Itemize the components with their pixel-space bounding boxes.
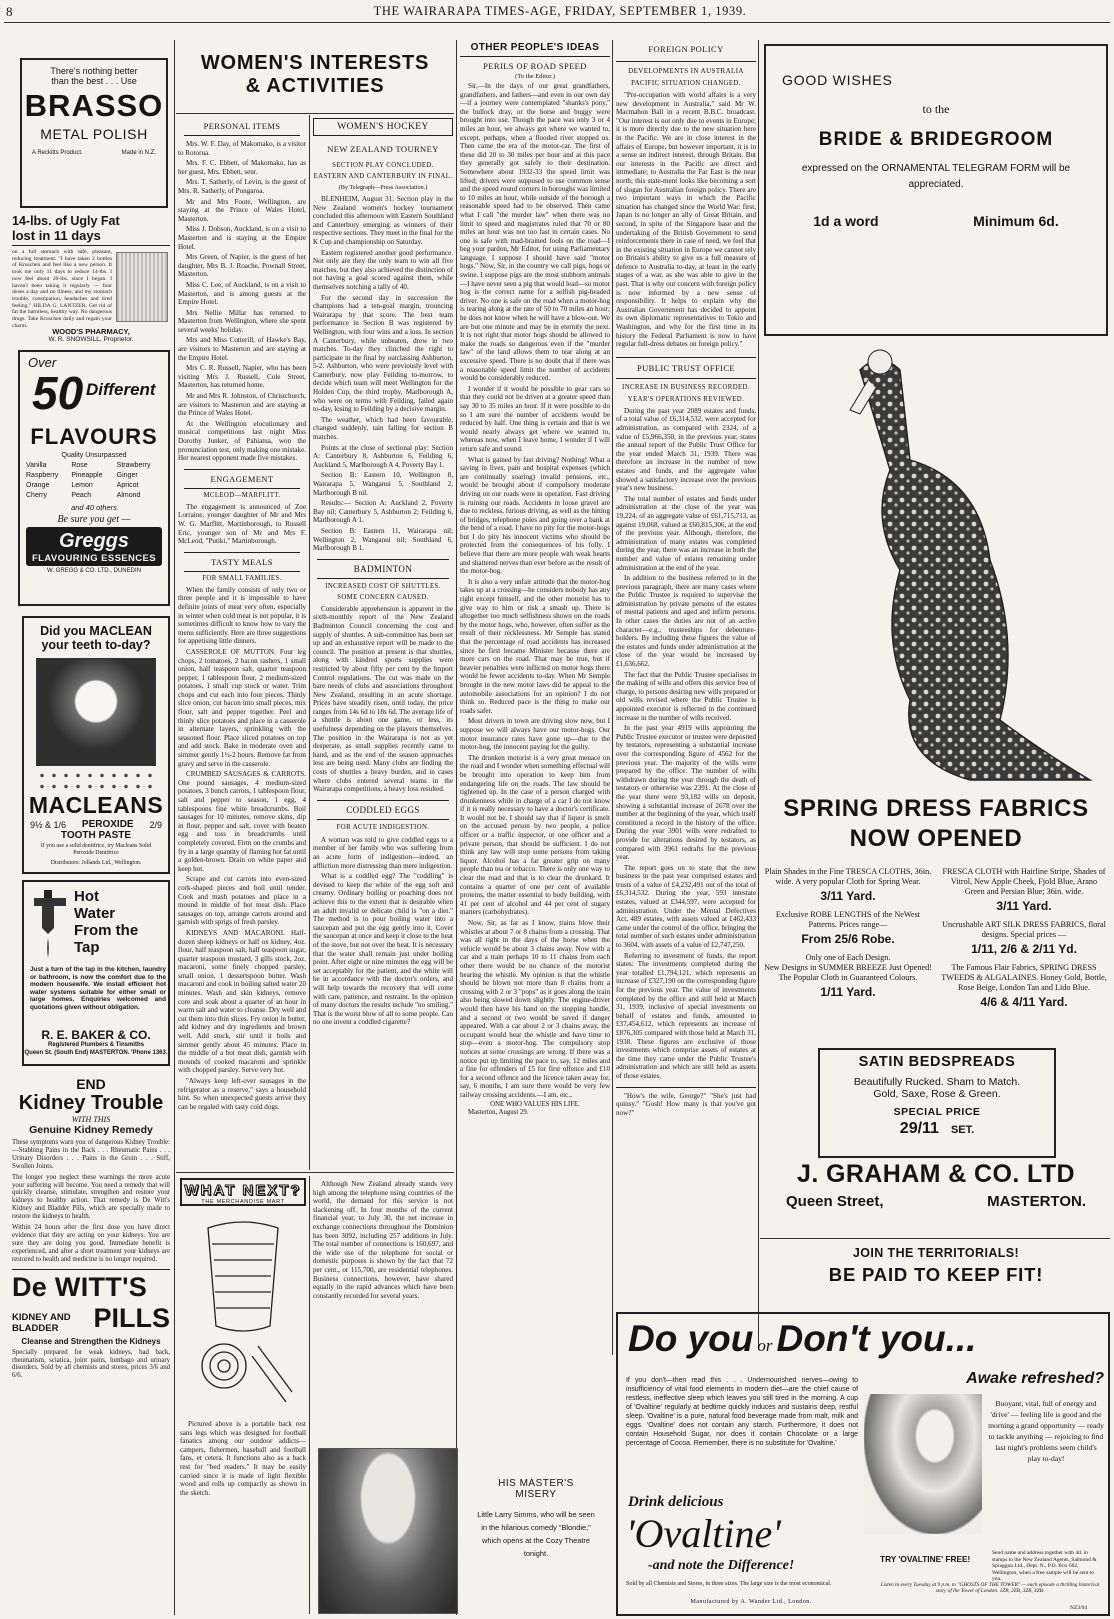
ovaltine-headline2: Don't you... <box>776 1318 977 1359</box>
macleans-price-row <box>24 819 168 830</box>
satin-line2: Gold, Saxe, Rose & Green. <box>873 1088 1001 1100</box>
ovaltine-try: TRY 'OVALTINE' FREE! <box>880 1554 971 1564</box>
wishes-ad <box>764 44 1108 336</box>
trustee-paragraph: In addition to the business referred to in the previous paragraph, there are many cases where the Public Trustee is required to supervise the administration by private persons of the estates of mental patients and aged and infirm persons. In other cases the duties are not of an active character—e.g., trusteeships for debenture-holders. By including these figures the value of the estates and funds under administration at the close of the year would be increased by £1,636,662. <box>616 574 756 669</box>
meals-text <box>178 586 306 1112</box>
dewitts-footer: Specially prepared for weak kidneys, bad back, rheumatism, sciatica, joint pains, lumbago and urinary disorders. Sold by all chemists and stores, prices 3/6 and 6/6. <box>12 1348 170 1380</box>
eggs-text <box>313 836 453 1027</box>
ovaltine-drink: Drink delicious <box>628 1494 724 1510</box>
personal-item: Miss J. Dobson, Auckland, is on a visit to Masterton and is staying at the Empire Hotel. <box>178 225 306 251</box>
ovaltine-side: Buoyant, vital, full of energy and 'drive' — feeling life is good and the morning a grand opportunity — ready to tackle anything — rejoicing to find last night's problems seem child's play to-day! <box>988 1399 1104 1463</box>
flavour-item: Cherry <box>26 492 48 499</box>
trustee-paragraph: The report goes on to state that the new business in the past year comprised estates and trusts of a value of £4,232,491 out of the total of £6,314,532. During the year, 593 intestate estates, valued at £344,597, were accepted for administration. Under the Mental Defectives Act, 489 estates, with assets valued at £462,433 came under the control of the office, bringing the total number of such estates under administration to 3604, with assets of a value of £2,747,250. <box>616 863 756 950</box>
personal-item: Mrs C. R. Russell, Napier, who has been visiting Mrs J. Russell, Cole Street, Masterton, has returned home. <box>178 364 306 390</box>
kruschen-headline1: 14-lbs. of Ugly Fat <box>12 214 120 228</box>
ovaltine-body: If you don't—then read this . . . Undernourished nerves—owing to insufficiency of vital food elements in modern diet—are the chief cause of restless, ineffective sleep which leaves you still tired in the morning. A cup of 'Ovaltine' regularly at bedtime quickly induces and sustains deep, restful sleep. 'Ovaltine' is a pure, natural food beverage made from malt, milk and eggs. 'Ovaltine' does not contain any starch. Furthermore, it does not contain Household Sugar, nor does it contain Chocolate or a large percentage of Cocoa. Remember, there is no substitute for 'Ovaltine.' <box>626 1377 858 1447</box>
personal-column <box>178 118 306 1170</box>
heading-rule <box>176 113 454 114</box>
ovaltine-ad <box>616 1312 1110 1616</box>
dewitts-genuine: Genuine Kidney Remedy <box>29 1124 153 1136</box>
hockey-paragraph: BLENHEIM, August 31. Section play in the New Zealand women's hockey tournament concluded this afternoon with Eastern Southland and Canterbury emerging as winners of their respective sections. They meet in the final for the K Cup and championship on Saturday. <box>313 195 453 246</box>
hockey-paragraph: Points at the close of sectional play: Section A: Canterbury 8, Ashburton 6, Feilding 6, Auckland 5, Marlborough A 4, Poverty Bay 1. <box>313 443 453 469</box>
dewitts-ad <box>12 1076 170 1616</box>
gown-icon <box>790 340 1100 790</box>
gregg-maker: W. GREGG & CO. LTD., DUNEDIN <box>47 568 141 574</box>
dewitts-cleanse: Cleanse and Strengthen the Kidneys <box>21 1336 161 1346</box>
trustee-paragraph: The fact that the Public Trustee specialises in the making of wills and offers this service free of charge, to persons desiring new wills prepared or old wills revised where the Public Trustee is appointed executor is reflected in the continued increase in the number of wills received. <box>616 670 756 722</box>
graham-headline1: SPRING DRESS FABRICS <box>783 795 1089 822</box>
foreign-text <box>616 91 756 349</box>
whatnext-sub: THE MERCHANDISE MART <box>201 1199 285 1205</box>
macleans-price-right: 2/9 <box>149 819 162 830</box>
trustee-sub: INCREASE IN BUSINESS RECORDED. <box>622 383 750 391</box>
letter-paragraph: I wonder if it would be possible to gear cars so that they could not be driven at a greater speed than say 30 to 35 miles an hour. If it were possible to do so I am sure the number of accidents would be reduced by half. One thing is certain and that is we would nearly always get where we wanted to, whereas now, when I leave home, I wonder if I will return safe and sound. <box>460 384 610 453</box>
trustee-sub2: YEAR'S OPERATIONS REVIEWED. <box>627 395 745 403</box>
personal-item: Miss C. Lee, of Auckland, is on a visit to Masterton, and is among guests at the Empire Hotel. <box>178 280 306 307</box>
hockey-paragraph: Section B: Eastern 10, Wellington 8, Wairarapa 5, Wanganui 5, Southland 2, Marlborough B nil. <box>313 471 453 497</box>
personal-item: Mrs Green, of Napier, is the guest of her daughter, Mrs B. J. Roache, Pownall Street, Masterton. <box>178 253 306 279</box>
letter-paragraph: What is gained by fast driving? Nothing! What a saving in lives, pain and hospital expenses (which are continually soaring) invalid pensions, etc., would be brought about if compulsory moderate driving on our roads were in operation. Fast driving is ruining our roads. Accidents in loose gravel are due to reckless, furious driving, as well as the hitting of bridges, telephone poles and going over a bank at the bend of a road. I have no pity for the motor-hogs but I do pity his innocent victims who should be protected from the consequences of his folly. I believe that there are more people with weak hearts and shattered nerves than ever before as the result of the motor-hog. <box>460 455 610 576</box>
brasso-footer <box>22 142 166 156</box>
meals-paragraph: CRUMBED SAUSAGES & CARROTS. One pound sausages, 4 medium-sized potatoes, 3 bunch carrots, 1 tablespoon flour, salt and pepper to season, 1 egg, 4 tablespoons fine white breadcrumbs. Boil sausages for 10 minutes, remove skins, dip in flour, pepper and salt, cover with beaten egg and toss in breadcrumbs until completely covered. Firm on the crumbs and fry in a large quantity of flaming hot fat until a golden-brown. Drain on white paper and keep hot. <box>178 770 306 873</box>
satin-box <box>818 1048 1056 1158</box>
ovaltine-maker: Manufactured by A. Wander Ltd., London. <box>690 1598 812 1605</box>
meals-paragraph: CASSEROLE OF MUTTON. Four leg chops, 2 tomatoes, 2 bacon rashers, 1 small onion, half teaspoon salt, quarter teaspoon pepper, 1 tablespoon flour, 2 medium-sized potatoes, 1 small cup stock or water. Trim chops and cut each into four pieces. Thinly slice onion, cut bacon into small pieces, mix flour, salt and pepper together. Peel and thinly slice potatoes and place in a casserole in alternate layers, sprinkling with the seasoned flour. Place sliced potatoes on top and add stock. Bake in moderate oven and simmer gently 1½-2 hours. Remove fat from gravy and serve in the casserole. <box>178 647 306 768</box>
gregg-over: Over <box>28 355 57 370</box>
flavour-item: Rose <box>71 462 88 469</box>
eggs-paragraph: What is a coddled egg? The "coddling" is devised to keep the white of the egg soft and creamy. Ordinary boiling or poaching does not achieve this to the extent that is desirable when an adult invalid or delicate child is "on a diet." The method is to pour boiling water into a saucepan and put the egg gently into it. Cover the saucepan at once and keep it close to the heat of the stove, but not over the heat. It is necessary that the water shall remain just under boiling point. After eight or nine minutes the egg will be set acceptably for the patient, and the white will be in accordance with the doctor's orders, and will help towards the recovery that will come with care, patience, and restraint. In the opinion of many doctors the results include "no smiling." That is the worst blow of all to some people. Can no one invent a coddled cigarette? <box>313 872 453 1027</box>
graham-col1 <box>764 867 932 1016</box>
dewitts-brand: De WITT'S <box>12 1271 148 1302</box>
personal-item: Mr and Mrs Foote, Wellington, are staying at the Prince of Wales Hotel, Masterton. <box>178 197 306 223</box>
column-rule <box>456 40 457 1615</box>
section-rule <box>176 1172 454 1173</box>
trustee-paragraph: Referring to investment of funds, the report states: The investments completed during the year totalled £1,794,121, which represents an increase of £327,190 on the corresponding figure for the previous year. The value of investments completed by the office and still held at March 31, 1939, inclusive of special investments on behalf of estates and funds, amounted to £37,454,612, which represents an increase of £876,305 compared with those held at March 31, 1938. These figures are exclusive of those investments which comprise assets of estates at the time they came under the Public Trustee's administration and which are still held as assets of those estates. <box>616 951 756 1080</box>
baker-address: Queen St. (South End) MASTERTON. 'Phone 1363. <box>24 1050 168 1056</box>
badminton-text <box>313 605 453 794</box>
kruschen-headline2: lost in 11 days <box>12 228 170 246</box>
dewitts-pills: PILLS <box>93 1302 170 1333</box>
foreign-sub2: PACIFIC SITUATION CHANGED. <box>631 80 741 87</box>
personal-heading: PERSONAL ITEMS <box>184 118 300 136</box>
territorials-ad <box>764 1246 1108 1306</box>
dewitts-bladder: BLADDER <box>12 1322 59 1334</box>
hockey-paragraph: The weather, which had been favourable, changed suddenly, rain falling for section B matches. <box>313 415 453 442</box>
trustee-heading: PUBLIC TRUST OFFICE <box>616 357 756 379</box>
graham-fabric-line: New Designs in SUMMER BREEZE Just Opened! The Popular Cloth in Guaranteed Colours. <box>764 963 932 982</box>
sleeping-woman <box>864 1394 982 1534</box>
womens-heading2: & ACTIVITIES <box>245 75 385 97</box>
ovaltine-code: NZ3/94 <box>1070 1605 1088 1611</box>
trustee-paragraph: In the past year 4919 wills appointing the Public Trustee executor or trustee were deposited by testators, representing a substantial increase over the corresponding figure of 4562 for the previous year. The majority of the wills were prepared by the office. The number of wills withdrawn during the year through the death of testators or otherwise was 2391. At the close of the year there were 93,182 wills on deposit, showing a substantial increase of 2678 over the number at the beginning of the year, which itself constituted a record in the history of the office. During the year 3901 wills were redrafted to provide for alterations desired by testators, as compared with 3961 redrafts for the previous year. <box>616 724 756 862</box>
personal-item: Mrs. F. C. Ebbett, of Makomako, has as her guest, Mrs. Ebbett, senr. <box>178 159 306 176</box>
flavour-item: Orange <box>26 482 50 489</box>
foreign-sub: DEVELOPMENTS IN AUSTRALIA <box>616 61 756 75</box>
personal-items <box>178 140 306 463</box>
meals-paragraph: "Always keep left-over sausages in the refrigerator as a reserve," says a household hint. So when unexpected guests arrive they can be regaled with tasty cold dogs. <box>178 1077 306 1111</box>
brasso-line1: There's nothing better <box>50 66 138 76</box>
foreign-heading: FOREIGN POLICY <box>648 44 724 54</box>
meals-heading: TASTY MEALS <box>184 552 300 572</box>
special-set: SET. <box>950 1124 975 1136</box>
whatnext-title: WHAT NEXT? <box>184 1182 302 1199</box>
baker-title3: From the <box>74 922 139 939</box>
trustee-paragraph: The total number of estates and funds under administration at the close of the year was 19,224, of an aggregate value of £61,715,713, as against 19,068, valued at £60,815,306, at the end of the previous year. Although, therefore, the administration of many estates was completed during the year, there was an increase in both the number and value of estates remaining under administration at the end of the year. <box>616 494 756 572</box>
flavour-item: Ginger <box>116 472 138 479</box>
gregg-banner <box>26 527 162 566</box>
letter-paragraph: Now, Sir, as far as I know, trains blow their whistles at about 7 or 8 chains from a crossing. That was all right in the days of the horse when the vehicle would be about 3 chains away. Now with a car and a train perhaps 10 to 11 chains from each other there would be no chance of the motorist hearing the whistle. My opinion is that the whistle should be blown not more than 8 chains from a crossing with 2 or 3 "pops" as it goes along the train also being slowed down slightly. The engine-driver would then have his hand on the stopping handle, and a second or two would be saved if danger appeared. With a car about 2 or 3 chains away, the occupant would hear the whistle and have time to stop—even a motor-hog. The compulsory stop notices at some crossings are wrong. If there was a notice put up limiting the pace to, say, 12 miles and a fine for offenders of £5 for first offence and £10 for a second offence and the licence taken away for, say, 6 months, I am sure there would be very few railway crossing accidents.—I am, etc., <box>460 919 610 1099</box>
backrest-icon <box>188 1216 298 1416</box>
brasso-ad <box>20 58 168 208</box>
dog-title2: MISERY <box>515 1489 557 1500</box>
ovaltine-headline1: Do you <box>628 1318 754 1359</box>
ovaltine-note: -and note the Difference! <box>648 1558 795 1573</box>
gregg-number: 50 <box>32 367 84 419</box>
meals-paragraph: Scrape and cut carrots into even-sized cork-shaped pieces and boil until tender. Cook and mash potatoes and place in a mound in middle of hot meat dish. Place sausages on top, arrange carrots around and garnish with sprigs of fresh parsley. <box>178 875 306 927</box>
meals-paragraph: When the family consists of only two or three people and it is impossible to have definite joints of meat very often, especially in winter when cold meat is not popular, it is sometimes difficult to know how to vary the menu sufficiently. Here are three suggestions for appetising little dinners. <box>178 585 306 646</box>
graham-town: MASTERTON. <box>987 1193 1086 1210</box>
engagement-sub: MCLEOD—MARFLITT. <box>203 491 281 499</box>
baker-desc: Registered Plumbers & Tinsmiths <box>48 1042 144 1048</box>
territorials-line2: BE PAID TO KEEP FIT! <box>828 1264 1044 1285</box>
macleans-q1: Did you MACLEAN <box>40 624 152 638</box>
satin-line1: Beautifully Rucked. Sham to Match. <box>853 1076 1021 1088</box>
ovaltine-radio: Listen in every Tuesday at 9 p.m. to "GHOSTS OF THE TOWER" — each episode a thrilling historical story of the Tower of London. 1ZB, 2ZB, 3ZB, 4ZB. <box>880 1582 1100 1595</box>
letter-to-editor: (To the Editor.) <box>515 73 555 80</box>
macleans-price-left: 9½ & 1/6 <box>30 819 67 830</box>
pharmacy-proprietor: W. R. SNOWSILL, Proprietor. <box>48 336 134 343</box>
masthead-rule <box>4 22 1110 23</box>
brasso-line2: than the best . . . Use <box>51 76 137 86</box>
flavour-item: Vanilla <box>26 462 47 469</box>
graham-fabric-line: FRESCA CLOTH with Hairline Stripe, Shades of Vitrol, New Apple Cheek, Fjold Blue, Arano Green and Persian Blue; 36in. wide. <box>942 867 1106 896</box>
tap-drawing <box>28 888 72 968</box>
gregg-essences: FLAVOURING ESSENCES <box>31 553 157 564</box>
graham-fabric-line: 4/6 & 4/11 Yard. <box>980 995 1068 1009</box>
tap-icon <box>28 888 72 968</box>
hockey-paragraph: For the second day in succession the champions had a ten-goal margin, trouncing Wairarapa by that score. The best team performance in Section B was registered by Wellington, with four wins and a loss. In section A Canterbury, while unbeaten, drew in two matches. To-day they clinched the right to participate in the final by outclassing Ashburton, 5-2. Ashburton, who were previously level with Canterbury, now play Feilding to-morrow, to decide which team will meet Wellington for the Holden Cup, the third trophy. Marlborough A, who were on terms with Feilding, failed again to-day, losing to Feilding by a decisive margin. <box>313 293 453 414</box>
ovaltine-headline <box>628 1318 1098 1366</box>
hockey-sub3: EASTERN AND CANTERBURY IN FINAL. <box>313 173 453 180</box>
dewitts-body3: Within 24 hours after the first dose you have direct evidence that they are acting on your kidneys. You are sure they are doing you good. Immediate benefit is experienced, and after a short treatment your kidneys are restored to health and medicine is no longer required. <box>12 1224 170 1263</box>
dewitts-body1: These symptoms warn you of dangerous Kidney Trouble:—Stabbing Pains in the Back . . . Rheumatic Pains . . . Urinary Disorders . . . Pains in the Groin . . . Stiff, Swollen Joints. <box>12 1139 170 1170</box>
ovaltine-try-body: Send name and address together with 4d. in stamps to the New Zealand Agents, Salmond & Spraggon Ltd., Dept. N., P.O. Box 662, Wellington, when a free sample will be sent to you. <box>992 1550 1097 1583</box>
dewitts-logo <box>12 1269 170 1334</box>
baker-firm: R. E. BAKER & CO. <box>41 1028 151 1042</box>
wishes-line2: to the <box>922 102 950 116</box>
hockey-paragraph: Section B: Eastern 11, Wairarapa nil; Wellington 2, Wanganui nil; Southland 6, Marlborough B 1. <box>313 526 453 553</box>
graham-fabric-line: Plain Shades in the Fine TRESCA CLOTHS, 36in. wide. A very popular Cloth for Spring Wear. <box>764 867 932 886</box>
graham-firm: J. GRAHAM & CO. LTD <box>797 1160 1075 1188</box>
dewitts-kb <box>12 1312 71 1334</box>
dog-photo <box>318 1448 458 1614</box>
letter-column <box>460 42 610 1474</box>
backrest-illustration <box>188 1216 298 1416</box>
kruschen-figure <box>116 252 168 322</box>
joke-text: "How's the wife, George?" "She's just had quinsy." "Gosh! How many is that you've got now?" <box>616 1087 756 1118</box>
dewitts-kidney-and: KIDNEY AND <box>12 1311 71 1323</box>
wishes-price-right: Minimum 6d. <box>973 213 1059 229</box>
satin-heading: SATIN BEDSPREADS <box>858 1054 1016 1070</box>
badminton-sub: INCREASED COST OF SHUTTLES. <box>325 582 441 590</box>
personal-item: Mrs. W. F. Day, of Makomako, is a visitor to Rotorua. <box>178 140 306 157</box>
dog-caption-box <box>462 1478 610 1614</box>
baker-title <box>74 888 168 956</box>
badminton-sub2: SOME CONCERN CAUSED. <box>337 593 429 601</box>
macleans-note: If you use a solid dentifrice, try Macleans Solid Peroxide Dentifrice <box>40 843 152 856</box>
baker-title4: Tap <box>74 939 100 956</box>
fashion-illustration <box>790 340 1100 790</box>
letter-text <box>460 82 610 1099</box>
engagement-text: The engagement is announced of Zoe Lorraine, younger daughter of Mr and Mrs W. G. Marflitt, Martinborough, to Russell Eric, younger son of Mr and Mrs F. McLeod, "Putiki," Martinborough. <box>178 502 306 546</box>
personal-item: Mrs and Miss Cotterill, of Hawke's Bay, are visitors to Masterton and are staying at the Empire Hotel. <box>178 336 306 362</box>
macleans-q2: your teeth to-day? <box>41 638 151 652</box>
hockey-byline: (By Telegraph—Press Association.) <box>338 184 428 191</box>
engagement-heading: ENGAGEMENT <box>184 469 300 489</box>
baker-body: Just a turn of the tap in the kitchen, laundry or bathroom, is now the comfort due to the modern housewife. We install efficient hot water systems suitable for either small or large homes. Enquiries welcomed and quotations given without obligation. <box>30 966 166 1011</box>
letter-signoff: ONE WHO VALUES HIS LIFE. <box>490 1101 580 1109</box>
gregg-top <box>20 352 168 424</box>
flavour-item: Almond <box>116 492 141 499</box>
ovaltine-brand: 'Ovaltine' <box>626 1511 781 1556</box>
graham-fabric-line: 1/11, 2/6 & 2/11 Yd. <box>971 942 1077 956</box>
eggs-paragraph: A woman was told to give coddled eggs to a member of her family who was suffering from an acute form of indigestion—indeed, an affliction more distressing than mere indigestion. <box>313 835 453 870</box>
macleans-dots <box>36 770 156 792</box>
wishes-price-left: 1d a word <box>813 213 879 229</box>
kruschen-body: on a full stomach with safe, pleasant, reducing treatment. "I have taken 2 bottles of Kruschen and feel like a new person. It took me only 11 days to reduce 14-lbs. I now feel about 20-lbs. since I began. I haven't been taking it regularly — four doses a day and no illness, and my stomach trouble, constipation, headaches and tired feeling." HILDA G. LANTZER. Get rid of fat the harmless, healthy way. No dangerous drugs. Take Kruschen daily and regain your charm. <box>12 249 112 329</box>
flavour-item: Strawberry <box>116 462 151 469</box>
graham-fabric-line: Uncrushable ART SILK DRESS FABRICS, floral designs. Special prices — <box>942 920 1106 939</box>
hockey-column <box>313 118 453 1170</box>
letter-paragraph: Most drivers in town are driving slow now, but I suppose we will always have our motor-hogs. Our motor insurance rates have gone up—due to the motor-hog, the innocent paying for the guilty. <box>460 717 610 752</box>
dewitts-kidney: Kidney Trouble <box>18 1092 164 1114</box>
special-label: SPECIAL PRICE <box>893 1106 981 1118</box>
whatnext-caption: Pictured above is a portable back rest sans legs which was designed for football fanatics among our outdoor addicts—campers, fishermen, baseball and football fans, et cetera. It functions also as a back rest for "bed readers." It may be easily carried since it is made of light flexible wood and rolls up compactly as shown in the sketch. <box>180 1420 306 1497</box>
brasso-maker: A Reckitts Product. <box>32 150 83 156</box>
wishes-line1: GOOD WISHES <box>782 72 893 88</box>
dewitts-with: WITH THIS <box>71 1115 111 1124</box>
page-number: 8 <box>6 4 13 19</box>
macleans-brand: MACLEANS <box>28 792 164 818</box>
graham-columns <box>764 867 1108 1016</box>
dewitts-end: END <box>76 1076 106 1092</box>
badminton-paragraph: Considerable apprehension is apparent in the sixth-monthly report of the New Zealand Badminton Council concerning the cost and supply of shuttles. A sub-committee has been set up and an exhaustive report will be made to the council. The position at present is that shuttles, along with kindred sports supplies were restricted by about fifty per cent by the Import Control regulations. The cut was made on the bare needs of clubs and associations throughout New Zealand, resulting in an acute shortage. Prices have steadily risen, until today, the price ranges from 14s 6d to 18s 6d. The average life of a shuttle is about one game, or less, its usefulness depending on the players themselves. The position in the Wairarapa is not as yet desperate, as small supplies recently came to hand, and as the end of the season approaches less are being used. Many clubs are finding the costs of shuttles a heavy burden, and in cases where clubs entered several teams in the Wairarapa competitions, a heavy loss resulted. <box>313 604 453 794</box>
meals-sub: FOR SMALL FAMILIES. <box>202 574 282 582</box>
whatnext-banner <box>180 1178 306 1206</box>
letter-paragraph: Sir,—In the days of our great grandfathers, grandfathers, and fathers—and even in our own day—if a journey were contemplated "shanks's pony," the bullock dray, or the horse and buggy were brought into use. Though the pace was only 3 or 4 miles an hour, we always got where we wanted to, except, perhaps, when a flooded river stopped us. Then came the era of the motor-car. The first of these did 20 to 30 miles per hour and at this pace they generally got safely to their destination. Somewhere about 1932-33 the speed limit was lifted; drivers were supposed to use common sense and the speed round corners in boroughs was limited to 10 miles an hour, while outside of the borough a reasonable speed had to be observed. Then came what I call "the murder law" when there was no limit to speed and magistrates ruled that 70 or 80 miles an hour was not too fast in certain cases. No one is safe with mad-brained fools on the road—I beg your pardon, Mr Editor, for using Parliamentary language. I suppose I should have said "motor hogs." Now, Sir, in the country we call pigs, hogs or swine. I suppose pigs are the most stubborn animals—I have never seen a pig that would lead—so motor hog is the correct name for a selfish pig-headed driver. No one is safe on the road when a motor-hog is tearing along at the rate of 50 to 70 miles an hour; he does not know when he will have a blow-out. We are but one minute and may be in eternity the next. It is not right that motor hogs should be allowed to make the roads so dangerous even if the "murder law" of the land allows them to tear along at an excessive speed. There is no doubt that if there was a reasonable speed limit the number of accidents would be considerably reduced. <box>460 82 610 383</box>
hockey-text <box>313 195 453 553</box>
womens-heading1: WOMEN'S INTERESTS <box>200 52 430 74</box>
brasso-made: Made in N.Z. <box>121 150 156 156</box>
gregg-quality: Quality Unsurpassed <box>61 452 127 459</box>
column-rule <box>174 40 175 1615</box>
graham-fabric-line: 3/11 Yard. <box>996 899 1052 913</box>
letter-heading: OTHER PEOPLE'S IDEAS <box>460 42 610 57</box>
gregg-and-more: and 40 others <box>71 503 117 512</box>
graham-fabric-line: 1/11 Yard. <box>820 985 876 999</box>
kruschen-ad <box>12 210 170 343</box>
personal-item: Mrs Nellie Millar has returned to Masterton from Wellington, where she spent several weeks' holiday. <box>178 308 306 334</box>
telephone-text: Although New Zealand already stands very high among the telephone using countries of the world, the demand for this service is not slackening off. In four months of the current financial year, to July 30, the net increase in exchange connections throughout the Dominion has been 3092, including 257 additions in July. The total number of connections is 160,697, and the wide use of the telephone for social or domestic purposes is shown by the fact that 72 per cent., or 115,700, are residential telephones. Business connections, however, have shared equally in the rapid advances which have been constantly recorded for several years. <box>313 1180 453 1300</box>
graham-headline2: NOW OPENED <box>849 825 1023 852</box>
brasso-brand: BRASSO <box>24 88 164 123</box>
flavour-item: Peach <box>71 492 92 499</box>
baker-title2: Water <box>74 905 116 922</box>
ovaltine-sold: Sold by all Chemists and Stores, in three sizes. The large size is the most economical. <box>626 1581 832 1587</box>
letter-paragraph: It is also a very unfair attitude that the motor-hog takes up at a crossing—he considers nobody has any right except himself, and the other motorist has to give way to him or risk a smash up. There is altogether too much selfishness shown on the roads by the motor hogs, who, however, often suffer as the result of their recklessness. Mr Semple has stated that the percentage of road accidents has increased since he first became Minister because there are more cars on the road. That may be true, but if heavier penalties were inflicted on motor hogs there would be fewer accidents to-day. When Mr Semple brought in the new motor laws did he appeal to the automobile associations for an opinion? I do not think so. Reduced pace is the thing to make our roads safer. <box>460 577 610 715</box>
section-rule <box>760 1238 1110 1239</box>
letter-sub: PERILS OF ROAD SPEED <box>483 61 587 71</box>
personal-item: Mrs. T. Satherly, of Levin, is the guest of Mrs. R. Satherly, of Pongaroa. <box>178 178 306 195</box>
macleans-ad <box>22 616 170 874</box>
dog-title1: HIS MASTER'S <box>498 1478 574 1489</box>
gregg-ad <box>18 350 170 606</box>
telephone-article <box>313 1180 453 1430</box>
trustee-text <box>616 407 756 1081</box>
brasso-product: METAL POLISH <box>40 126 148 142</box>
graham-address <box>766 1189 1106 1210</box>
pharmacy-name: WOOD'S PHARMACY, <box>52 327 130 336</box>
column-rule <box>612 40 613 1355</box>
special-row <box>820 1120 1054 1138</box>
womens-heading <box>176 52 454 112</box>
ovaltine-or: or <box>757 1336 773 1355</box>
column-rule <box>309 1176 310 1614</box>
gregg-different: Different <box>86 380 156 399</box>
flavour-item: Apricot <box>116 482 139 489</box>
flavour-item: Raspberry <box>26 472 59 479</box>
baker-title1: Hot <box>74 888 99 905</box>
hockey-sub: NEW ZEALAND TOURNEY <box>327 144 439 154</box>
graham-col2 <box>940 867 1108 1016</box>
eggs-sub: FOR ACUTE INDIGESTION. <box>336 823 430 831</box>
gregg-be-sure: Be sure you get — <box>57 514 131 525</box>
graham-fabric-line: Exclusive ROBE LENGTHS of the NeWest Patterns. Prices range— <box>775 910 921 929</box>
flavour-item: Lemon <box>71 482 93 489</box>
dewitts-body2: The longer you neglect these warnings the more acute your suffering will become. You need a remedy that will quickly cleanse, stimulate, strengthen and restore your kidneys to healthy action. That remedy is De Witt's Kidney and Bladder Pills, which are specially made to restore the kidneys to health. <box>12 1173 170 1221</box>
masthead-title: THE WAIRARAPA TIMES-AGE, FRIDAY, SEPTEMBER 1, 1939. <box>373 4 747 18</box>
wishes-line4: expressed on the ORNAMENTAL TELEGRAM FORM will be appreciated. <box>801 163 1071 190</box>
whatnext-box <box>180 1178 306 1614</box>
column-rule <box>758 40 759 1350</box>
eggs-heading: CODDLED EGGS <box>317 800 449 820</box>
graham-footer <box>766 1160 1106 1240</box>
wishes-price-row <box>766 213 1106 229</box>
macleans-portrait <box>36 658 156 766</box>
graham-fabric-line: 3/11 Yard. <box>820 889 876 903</box>
hockey-heading: WOMEN'S HOCKEY <box>313 118 453 136</box>
graham-fabric-line: The Famous Flair Fabrics, SPRING DRESS TWEEDS & ALGALAINES. Honey Gold, Bottle, Rose Beige, London Tan and Lido Blue. <box>941 963 1107 992</box>
macleans-distributor: Distributors: Jollands Ltd., Wellington. <box>50 860 142 866</box>
hockey-paragraph: Results:— Section A: Auckland 2, Poverty Bay nil; Canterbury 5, Ashburton 2; Feilding 6, Marlborough A 1. <box>313 499 453 525</box>
hockey-sub2: SECTION PLAY CONCLUDED. <box>332 162 434 169</box>
flavour-item: Pineapple <box>71 472 103 479</box>
ovaltine-awake: Awake refreshed? <box>966 1370 1104 1387</box>
letter-place: Masterton, August 29. <box>468 1109 529 1117</box>
trustee-paragraph: During the past year 2089 estates and funds, of a total value of £6,314,532, were accepted for administration, as compared with 2324, of a value of £5,966,350, in the previous year, states the annual report of the Public Trust Office for the year ended March 31, 1939. There was therefore an increase in the number of new estates and funds, and the aggregate value showed a satisfactory increase over the previous year's new business. <box>616 406 756 493</box>
foreign-column <box>616 42 756 1354</box>
graham-street: Queen Street, <box>786 1193 884 1210</box>
baker-ad <box>22 880 170 1066</box>
meals-paragraph: KIDNEYS AND MACARONI. Half-dozen sheep kidneys or half ox kidney, 4oz. flour, half teaspoon salt, half teaspoon sugar, quarter teaspoon mustard, 3 gills stock, 2oz. macaroni, some finely chopped parsley, small onion, 1 dessertspoon butter. Wash macaroni and cook in boiling salted water 20 minutes. Wash and skin kidneys, remove core and soak about a quarter of an hour in warm salt and water to cleanse. Dry well and cut them into thin slices. Fry onion in butter, add kidney and dry ingredients and brown well. Add stock, stir until it boils and simmer gently about 45 minutes. Place in the middle of a hot meat dish, garnish with mounds of cooked macaroni and sprinkle with chopped parsley. Serve very hot. <box>178 928 306 1075</box>
hockey-paragraph: Eastern registered another good performance. Not only are they the only team to win all five matches, but they also achieved the distinction of not having a goal scored against them, while themselves notching a tally of 40. <box>313 248 453 291</box>
gregg-brand: Greggs <box>58 530 130 552</box>
personal-item: At the Wellington elocutionary and musical competitions last night Miss Dorothy Junker, of Pahiatua, won the pronunciation test, only making one mistake. Her nearest opponent made five mistakes. <box>178 419 306 463</box>
foreign-paragraph: "Pre-occupation with world affairs is a very new development in Australia," said Mr W. Macmahon Ball in a recent B.B.C. broadcast. "Our interest is not only due to events in Europe; it is more directly due to the new situation here in the Pacific. We are in close interest in the affairs of Europe, but however important, it is in a sense an indirect interest, through Britain. But our interests in the Pacific are direct and immediate; to Australia the Far East is the near north; this state-ment looks like becoming a sort of slogan for Australian foreign policy. There are two important ways in which the Pacific situation has changed since the World War: first, Japan is no longer an ally of Great Britain, and second, in spite of the Singapore base and the undertaking of the British Government to send reinforcements there in case of need, we feel that in the existing situation in Europe we cannot rely on Britain's ability to give us a full measure of defence to Australia to-day, at least in the early stages of a war, as she was able to give in the past. That is why our concern with foreign policy is now informed by a new sense of responsibility. It helps to explain why the Australian Government has decided to appoint its own diplomatic representatives to Tokio and Washington, and why for the first time in its history the Federal Parliament is now to have regular full-dress debates on foreign policy." <box>616 91 756 349</box>
graham-fabric-line: Only one of Each Design. <box>805 953 891 962</box>
column-rule <box>309 115 310 1170</box>
territorials-line1: JOIN THE TERRITORIALS! <box>852 1246 1020 1260</box>
macleans-product1: PEROXIDE <box>81 819 134 830</box>
badminton-heading: BADMINTON <box>317 559 449 579</box>
dewitts-pills-row <box>12 1303 170 1334</box>
letter-paragraph: The drunken motorist is a very great menace on the road and I wonder when something effectual will be brought into operation to keep him from endangering life on the roads. The law should be tightened up. In the case of a person charged with drunkenness while in charge of a car I do not know if it is really necessary to have a doctor's certificate. It would not be. I should say that if liquor is smelt on the accused person by two people, a police officer or a traffic inspector, or one officer and a private person, that should be sufficient. I do not think any law will stop some persons from taking liquor. Alcohol has a far greater grip on many people than tea or tobacco. There is only one way to clear the road and that is to clear the drunkard. It contains a quarter of one per cent of available proteins, the matter essential to body building, with 41 per cent of alcohol and 44 per cent of sugary matters (carbohydrates). <box>460 753 610 917</box>
gregg-flavours: FLAVOURS <box>30 424 158 449</box>
graham-fabric-line: From 25/6 Robe. <box>801 932 895 946</box>
wishes-line3: BRIDE & BRIDEGROOM <box>818 129 1054 150</box>
gregg-flavour-list <box>20 459 168 503</box>
macleans-product2: TOOTH PASTE <box>60 830 132 841</box>
personal-item: Mr and Mrs R. Johnston, of Christchurch, are visitors to Masterton and are staying at the Prince of Wales Hotel. <box>178 392 306 418</box>
dog-caption: Little Larry Simms, who will be seen in the hilarious comedy "Blondie," which opens at the Cozy Theatre tonight. <box>477 1510 595 1558</box>
special-price: 29/11 <box>899 1120 939 1137</box>
